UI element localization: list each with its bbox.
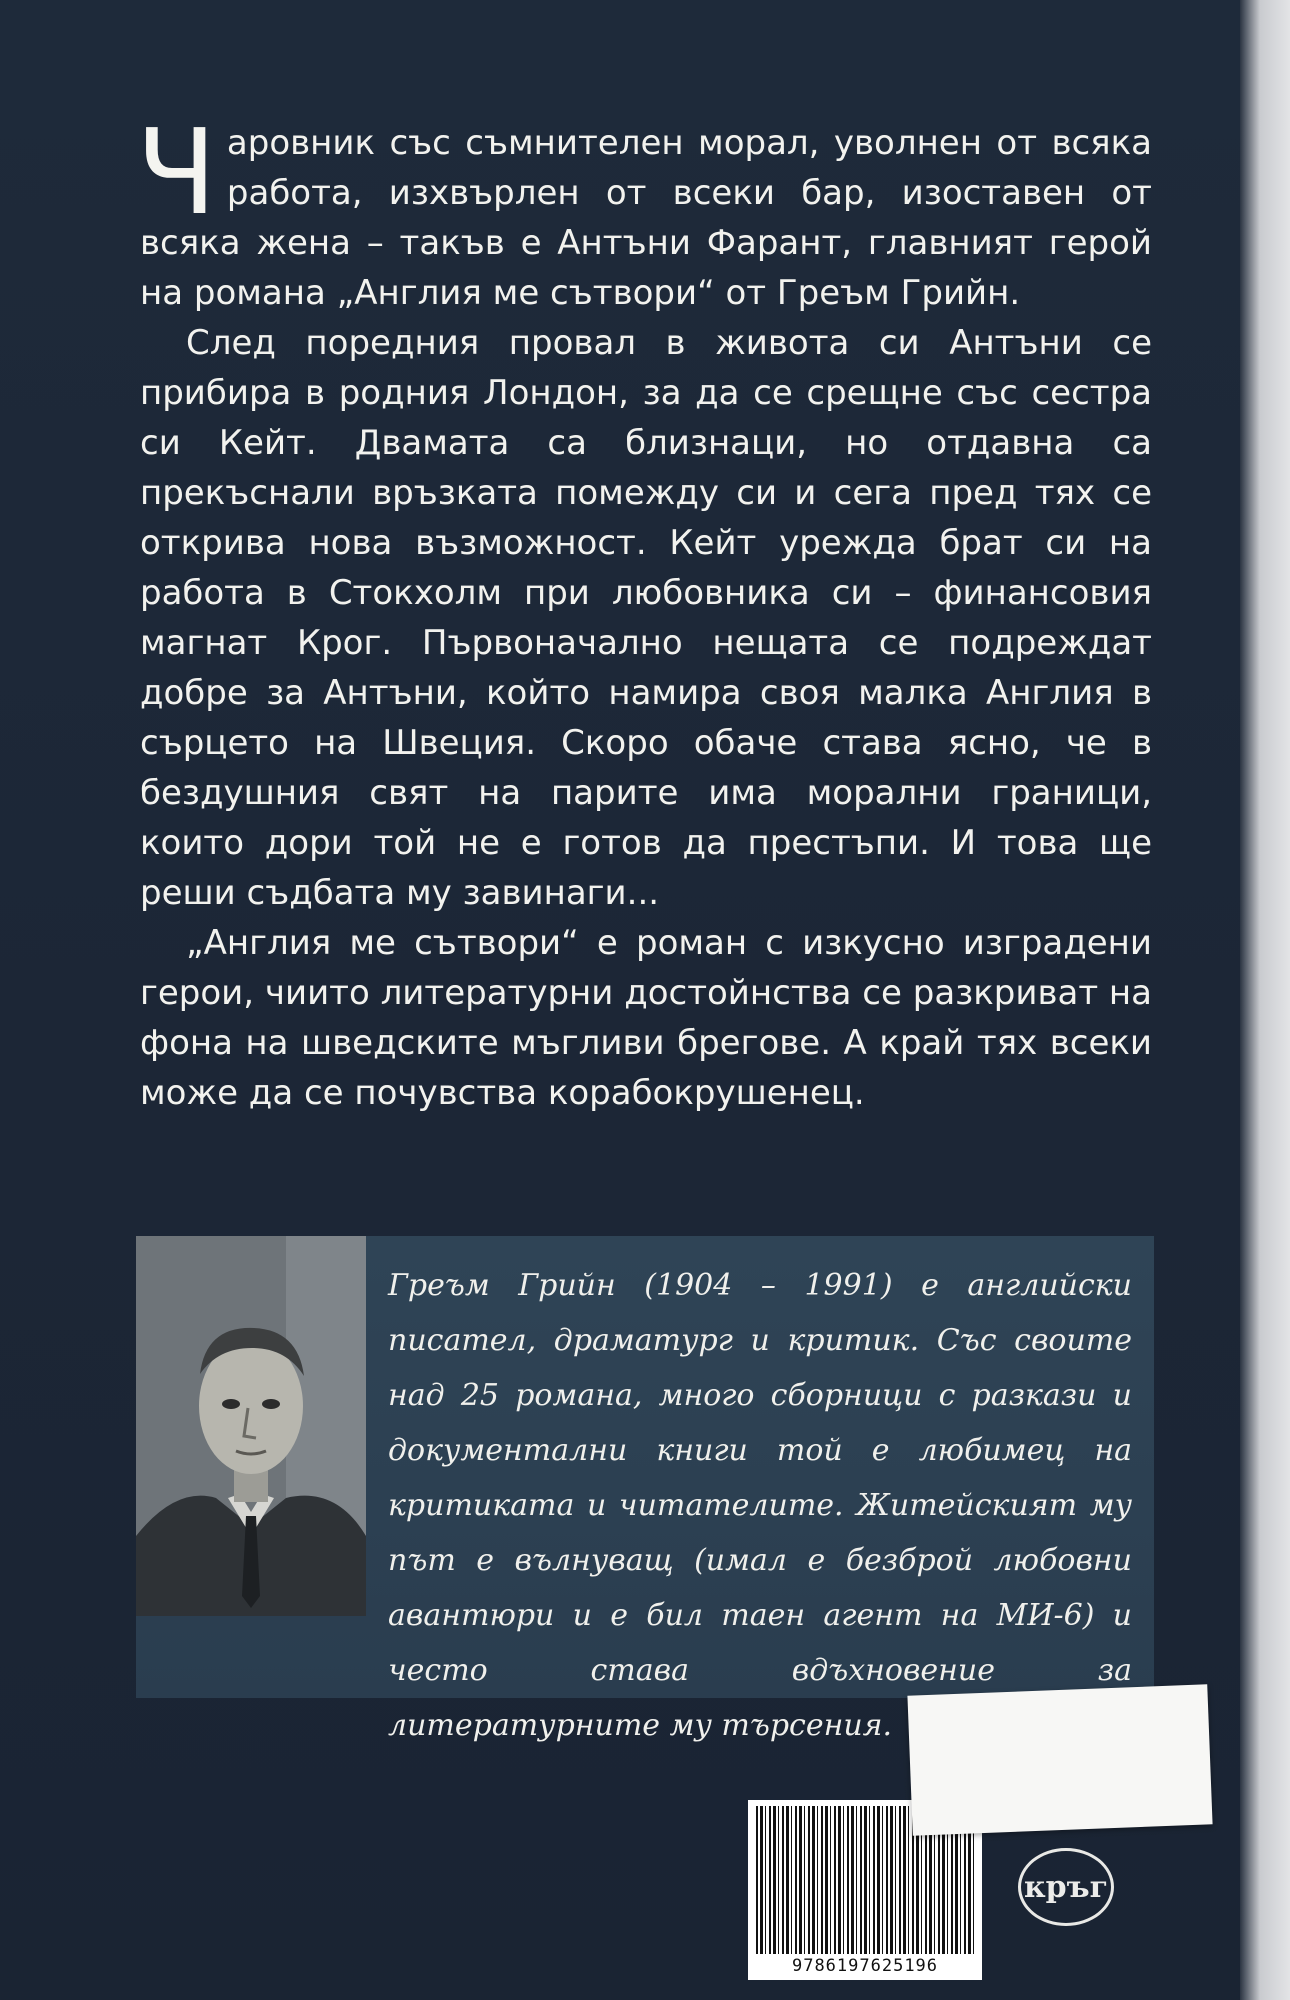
author-photo — [136, 1236, 366, 1616]
blurb-paragraph-1 — [136, 103, 1152, 318]
price-sticker — [907, 1684, 1212, 1835]
blurb-paragraph-3: „Англия ме сътвори“ е роман с изкусно изградени герои, чиито литературни достойнства се разкриват на фона на шведските мъгливи брегове. А край тях всеки може да се почувства корабокрушенец. — [140, 923, 1152, 1113]
blurb-paragraph-1-text: аровник със съмнителен морал, уволнен от всяка работа, изхвърлен от всеки бар, изоставен от всяка жена – такъв е Антъни Фарант, главният герой на романа „Англия ме сътвори“ от Греъм Грийн. — [140, 123, 1152, 313]
blurb-paragraph-2: След поредния провал в живота си Антъни се прибира в родния Лондон, за да се срещне със сестра си Кейт. Двамата са близнаци, но отдавна са прекъснали връзката помежду си и сега пред тях се открива нова възможност. Кейт урежда брат си на работа в Стокхолм при любовника си – финансовия магнат Крог. Първоначално нещата се подреждат добре за Антъни, който намира своя малка Англия в сърцето на Швеция. Скоро обаче става ясно, че в бездушния свят на парите има морални граници, които дори той не е готов да престъпи. И това ще реши съдбата му завинаги... — [140, 323, 1152, 913]
isbn-number: 9786197625196 — [791, 1956, 939, 1976]
author-bio: Греъм Грийн (1904 – 1991) е английски писател, драматург и критик. Със своите над 25 романа, много сборници с разкази и документални книги той е любимец на критиката и читателите. Житейският му път е вълнуващ (имал е безброй любовни авантюри и е бил таен агент на МИ-6) и често става вдъхновение за литературните му търсения. — [388, 1268, 1132, 1743]
publisher-logo: кръг — [1018, 1848, 1114, 1926]
drop-cap: Ч — [136, 103, 217, 241]
blurb-text — [136, 103, 1152, 1118]
author-box — [136, 1236, 1154, 1743]
book-edge — [1240, 0, 1290, 2000]
author-portrait-icon — [136, 1236, 366, 1616]
